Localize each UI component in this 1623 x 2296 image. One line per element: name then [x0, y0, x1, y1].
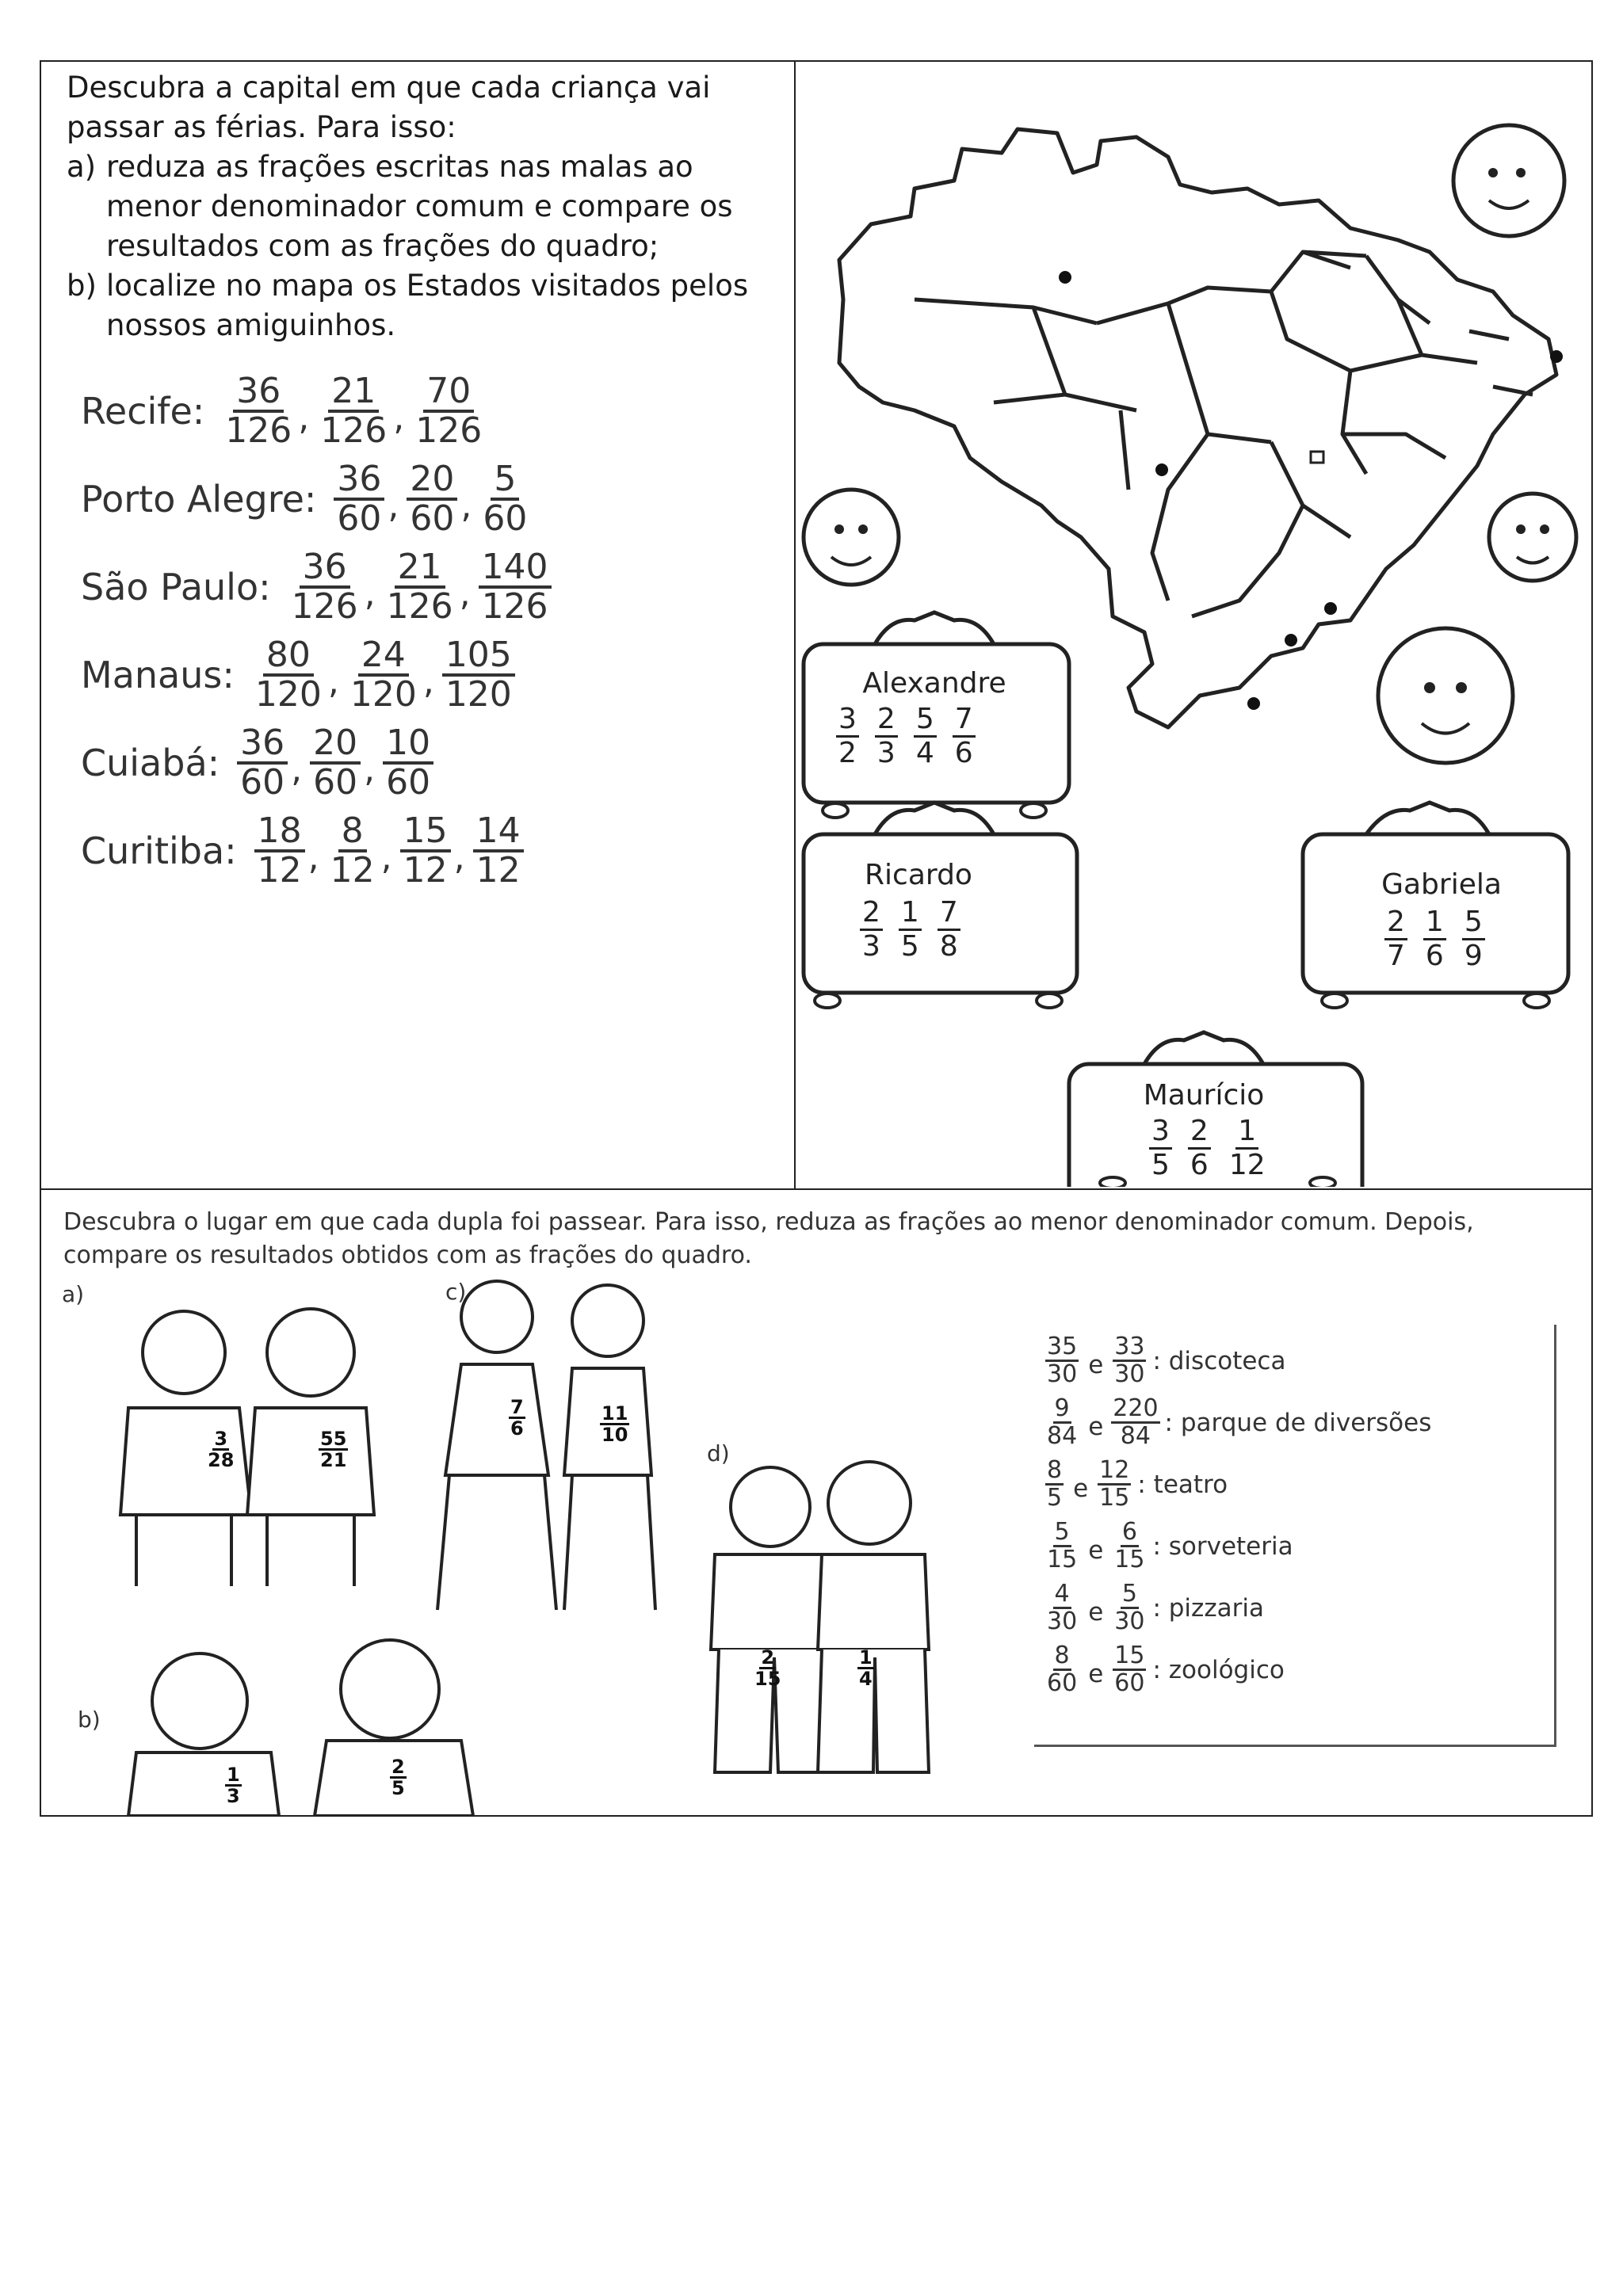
suitcase-mauricio-name: Maurício — [1143, 1079, 1265, 1112]
legend-row — [1044, 1643, 1285, 1696]
instruction-a-label: a) — [67, 150, 97, 184]
comma-separator: , — [388, 486, 399, 526]
fraction-numerator: 10 — [383, 725, 433, 765]
fraction-numerator: 14 — [473, 813, 524, 852]
figure-b-label: b) — [78, 1707, 101, 1733]
fraction-denominator: 15 — [1099, 1484, 1130, 1512]
fraction-denominator: 126 — [386, 585, 453, 627]
comma-separator: , — [307, 837, 319, 878]
fraction-numerator: 5 — [1462, 906, 1485, 940]
fraction-numerator: 3 — [1149, 1116, 1172, 1150]
legend-place: : sorveteria — [1152, 1531, 1293, 1561]
fraction-denominator: 126 — [481, 585, 548, 627]
comma-separator: , — [380, 837, 392, 878]
suitcase-alexandre-name: Alexandre — [862, 667, 1006, 700]
state-borders — [915, 252, 1533, 616]
fraction-denominator: 60 — [1047, 1669, 1078, 1697]
fraction-numerator: 8 — [1054, 1642, 1070, 1669]
instruction-b-label: b) — [67, 269, 97, 303]
shirt-fraction-d2: $\frac{1}{4}$ — [859, 1646, 873, 1690]
fraction-numerator: 140 — [479, 549, 552, 589]
part2-section — [41, 1190, 1591, 1817]
legend-place: : parque de diversões — [1164, 1408, 1432, 1437]
shirt-fraction-d1: $\frac{2}{15}$ — [754, 1646, 781, 1690]
fraction-denominator: 126 — [225, 410, 292, 451]
fraction-denominator: 3 — [862, 930, 880, 963]
fraction — [442, 634, 515, 715]
fraction — [1044, 1334, 1080, 1387]
figure-c-label: c) — [445, 1279, 467, 1305]
map-area — [796, 62, 1591, 1187]
fraction — [310, 722, 361, 803]
fraction-denominator: 7 — [1387, 940, 1405, 972]
fraction-numerator: 1 — [899, 897, 922, 931]
figure-d-label: d) — [707, 1440, 730, 1466]
fraction-denominator: 30 — [1114, 1360, 1145, 1388]
fraction-numerator: 20 — [310, 725, 361, 765]
fraction — [1044, 1396, 1080, 1449]
shirt-fraction-b1: $\frac{1}{3}$ — [227, 1764, 240, 1807]
fraction-numerator: 24 — [358, 637, 409, 677]
city-name: São Paulo: — [81, 565, 271, 608]
city-name: Cuiabá: — [81, 741, 220, 784]
city-name: Manaus: — [81, 653, 235, 696]
fraction-numerator: 2 — [1384, 906, 1407, 940]
suitcase-ricardo-name: Ricardo — [865, 859, 972, 891]
instruction-b — [67, 266, 780, 345]
fraction-numerator: 80 — [263, 637, 314, 677]
fraction-numerator: 70 — [423, 373, 474, 413]
city-row — [81, 719, 778, 807]
suitcase-alexandre-fractions — [835, 704, 976, 769]
fraction — [1226, 1116, 1269, 1181]
fraction-numerator: 9 — [1054, 1394, 1070, 1422]
comma-separator: , — [422, 662, 434, 702]
fraction — [384, 546, 456, 627]
children-illustration — [41, 1277, 1024, 1816]
legend-row — [1044, 1520, 1293, 1573]
fraction-numerator: 36 — [233, 373, 284, 413]
fraction — [952, 704, 976, 769]
fraction-numerator: 33 — [1114, 1333, 1145, 1360]
comma-separator: , — [364, 749, 376, 790]
legend-place: : zoológico — [1152, 1655, 1285, 1684]
fraction-numerator: 8 — [338, 813, 367, 852]
shirt-fraction-a2: $\frac{55}{21}$ — [320, 1428, 347, 1471]
fraction-denominator: 5 — [1151, 1149, 1170, 1181]
legend-row — [1044, 1581, 1264, 1634]
fraction-numerator: 15 — [1114, 1642, 1145, 1669]
city-name: Porto Alegre: — [81, 477, 317, 521]
part1-instructions — [67, 68, 780, 345]
fraction — [1111, 1334, 1148, 1387]
city-row — [81, 807, 778, 894]
fraction-denominator: 6 — [954, 737, 973, 769]
comma-separator: , — [364, 574, 376, 614]
face-right — [1489, 494, 1576, 581]
fraction-denominator: 12 — [475, 849, 521, 891]
fraction — [254, 810, 305, 891]
fraction-denominator: 12 — [1228, 1149, 1266, 1181]
city-row — [81, 367, 778, 455]
fraction-denominator: 3 — [876, 737, 896, 769]
fraction — [898, 897, 922, 963]
fraction-denominator: 8 — [939, 930, 958, 963]
fraction — [317, 370, 390, 451]
fraction — [479, 546, 552, 627]
fraction-numerator: 5 — [1121, 1580, 1137, 1608]
suitcase-gabriela-fractions — [1384, 906, 1486, 972]
fraction — [1111, 1581, 1148, 1634]
fraction — [1096, 1458, 1132, 1511]
shirt-fraction-b2: $\frac{2}{5}$ — [391, 1756, 405, 1799]
fraction-denominator: 9 — [1464, 940, 1483, 972]
face-right-lower — [1378, 628, 1513, 763]
fraction-denominator: 126 — [415, 410, 483, 451]
fraction-numerator: 5 — [1054, 1518, 1070, 1546]
part1-intro: Descubra a capital em que cada criança vai passar as férias. Para isso: — [67, 71, 711, 144]
city-row — [81, 543, 778, 631]
fraction — [1187, 1116, 1212, 1181]
connector-e: e — [1088, 1412, 1104, 1441]
fraction-denominator: 84 — [1047, 1422, 1078, 1450]
fraction-numerator: 2 — [860, 897, 883, 931]
fraction-denominator: 60 — [410, 498, 455, 539]
face-top-right — [1453, 125, 1564, 236]
fraction-numerator: 6 — [1121, 1518, 1137, 1546]
fraction-denominator: 120 — [445, 673, 512, 715]
connector-e: e — [1088, 1659, 1104, 1688]
fraction-numerator: 36 — [334, 461, 384, 501]
fraction-numerator: 105 — [442, 637, 515, 677]
fraction — [288, 546, 361, 627]
fraction-numerator: 36 — [237, 725, 288, 765]
worksheet — [40, 60, 1593, 1817]
fraction — [252, 634, 325, 715]
legend-place: : discoteca — [1152, 1346, 1286, 1375]
figure-a-label: a) — [62, 1281, 85, 1307]
fraction — [1044, 1458, 1065, 1511]
connector-e: e — [1088, 1597, 1104, 1627]
fraction-numerator: 4 — [1054, 1580, 1070, 1608]
fraction — [334, 458, 384, 539]
fraction-numerator: 1 — [1235, 1116, 1258, 1150]
fraction — [835, 704, 860, 769]
fraction — [913, 704, 938, 769]
fraction-denominator: 60 — [337, 498, 382, 539]
suitcase-mauricio-fractions — [1148, 1116, 1269, 1181]
fraction-denominator: 6 — [1425, 940, 1444, 972]
comma-separator: , — [460, 486, 472, 526]
fraction-numerator: 21 — [395, 549, 445, 589]
fraction-denominator: 120 — [349, 673, 417, 715]
fraction — [1461, 906, 1486, 972]
fraction — [327, 810, 378, 891]
suitcase-ricardo-fractions — [859, 897, 961, 963]
suitcase-gabriela-name: Gabriela — [1381, 868, 1502, 901]
part1-section — [41, 62, 1591, 1190]
fraction-numerator: 21 — [328, 373, 379, 413]
fraction-denominator: 30 — [1047, 1608, 1078, 1635]
brazil-map-illustration — [796, 62, 1591, 1187]
connector-e: e — [1088, 1350, 1104, 1379]
comma-separator: , — [453, 837, 465, 878]
fraction — [1044, 1581, 1080, 1634]
fraction-denominator: 30 — [1047, 1360, 1078, 1388]
comma-separator: , — [459, 574, 471, 614]
places-legend — [1034, 1325, 1556, 1747]
fraction — [1111, 1396, 1159, 1449]
fraction-denominator: 84 — [1120, 1422, 1151, 1450]
fraction-numerator: 220 — [1113, 1394, 1159, 1422]
fraction-denominator: 126 — [320, 410, 388, 451]
legend-row — [1044, 1334, 1285, 1387]
fraction-denominator: 6 — [1190, 1149, 1209, 1181]
fraction — [1044, 1643, 1080, 1696]
shirt-fraction-c2: $\frac{11}{10}$ — [601, 1402, 628, 1446]
fraction — [1384, 906, 1408, 972]
fraction-numerator: 12 — [1099, 1456, 1130, 1484]
instruction-a-text: reduza as frações escritas nas malas ao menor denominador comum e compare os resultados com as frações do quadro; — [106, 150, 733, 263]
city-fraction-list — [81, 367, 778, 894]
fraction — [412, 370, 485, 451]
fraction-denominator: 15 — [1114, 1546, 1145, 1573]
comma-separator: , — [393, 398, 405, 438]
fraction-denominator: 5 — [900, 930, 919, 963]
legend-row — [1044, 1396, 1431, 1449]
fraction-denominator: 120 — [254, 673, 322, 715]
fraction-denominator: 60 — [1114, 1669, 1145, 1697]
fraction — [1111, 1520, 1148, 1573]
fraction-denominator: 5 — [1047, 1484, 1063, 1512]
fraction-denominator: 60 — [240, 761, 285, 803]
fraction — [347, 634, 420, 715]
fraction-numerator: 2 — [875, 704, 898, 738]
city-row — [81, 455, 778, 543]
fraction-numerator: 18 — [254, 813, 305, 852]
fraction — [400, 810, 451, 891]
fraction — [859, 897, 884, 963]
instruction-b-text: localize no mapa os Estados visitados pelos nossos amiguinhos. — [106, 269, 749, 342]
legend-row — [1044, 1458, 1228, 1511]
fraction-denominator: 126 — [291, 585, 358, 627]
fraction-numerator: 15 — [400, 813, 451, 852]
legend-place: : teatro — [1137, 1470, 1228, 1499]
fraction — [473, 810, 524, 891]
instruction-a — [67, 147, 780, 266]
fraction-denominator: 60 — [483, 498, 528, 539]
city-name: Curitiba: — [81, 829, 237, 872]
fraction — [479, 458, 530, 539]
part2-intro: Descubra o lugar em que cada dupla foi passear. Para isso, reduza as frações ao menor denominador comum. Depois, compare os resultados obtidos com as frações do quadro. — [63, 1208, 1474, 1269]
face-left — [804, 490, 899, 585]
shirt-fraction-a1: $\frac{3}{28}$ — [208, 1428, 235, 1471]
fraction — [407, 458, 457, 539]
comma-separator: , — [291, 749, 303, 790]
fraction — [1111, 1643, 1148, 1696]
fraction-denominator: 4 — [915, 737, 934, 769]
fraction-numerator: 5 — [914, 704, 937, 738]
comma-separator: , — [327, 662, 339, 702]
part2-instructions — [63, 1206, 1577, 1272]
fraction — [383, 722, 433, 803]
fraction-numerator: 8 — [1047, 1456, 1063, 1484]
city-name: Recife: — [81, 389, 205, 433]
city-row — [81, 631, 778, 719]
fraction-denominator: 15 — [1047, 1546, 1078, 1573]
fraction-denominator: 30 — [1114, 1608, 1145, 1635]
connector-e: e — [1073, 1474, 1089, 1503]
fraction-denominator: 12 — [403, 849, 448, 891]
fraction — [222, 370, 295, 451]
fraction-denominator: 60 — [386, 761, 431, 803]
fraction — [1148, 1116, 1173, 1181]
fraction-numerator: 35 — [1047, 1333, 1078, 1360]
fraction-numerator: 1 — [1423, 906, 1446, 940]
fraction-numerator: 7 — [953, 704, 976, 738]
fraction-numerator: 5 — [491, 461, 519, 501]
comma-separator: , — [298, 398, 310, 438]
shirt-fraction-c1: $\frac{7}{6}$ — [510, 1396, 524, 1440]
legend-place: : pizzaria — [1152, 1593, 1264, 1623]
fraction-numerator: 3 — [836, 704, 859, 738]
fraction — [1423, 906, 1447, 972]
fraction-denominator: 12 — [330, 849, 375, 891]
fraction — [237, 722, 288, 803]
fraction-numerator: 7 — [938, 897, 960, 931]
fraction-numerator: 20 — [407, 461, 457, 501]
fraction-denominator: 60 — [313, 761, 358, 803]
fraction-denominator: 12 — [257, 849, 302, 891]
fraction-numerator: 2 — [1188, 1116, 1211, 1150]
fraction — [937, 897, 961, 963]
fraction — [1044, 1520, 1080, 1573]
fraction-numerator: 36 — [300, 549, 350, 589]
connector-e: e — [1088, 1535, 1104, 1565]
fraction — [874, 704, 899, 769]
fraction-denominator: 2 — [838, 737, 857, 769]
